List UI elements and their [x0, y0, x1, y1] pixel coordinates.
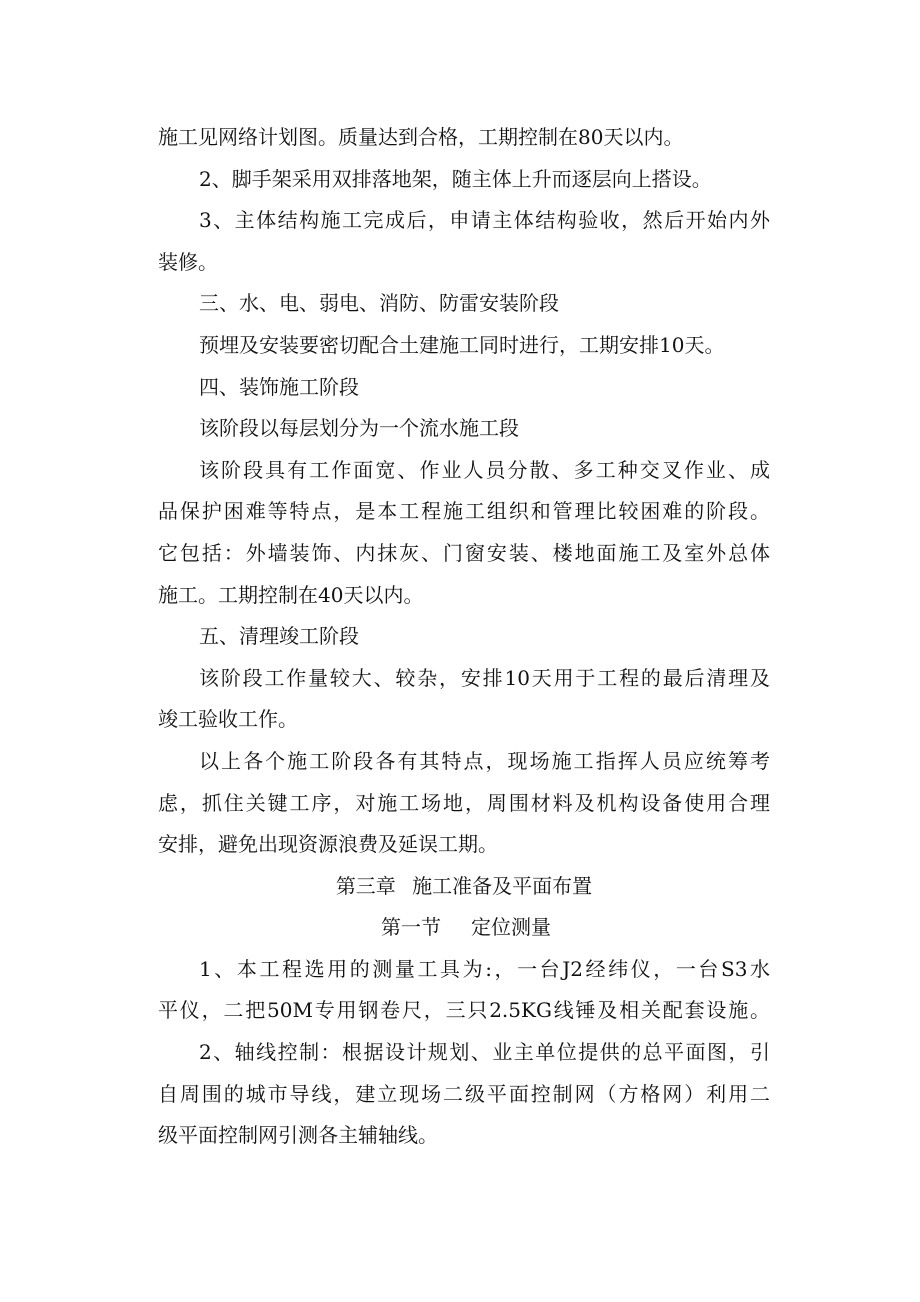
section-heading: 三、水、电、弱电、消防、防雷安装阶段	[199, 291, 559, 316]
paragraph-line: 该阶段具有工作面宽、作业人员分散、多工种交叉作业、成	[199, 457, 770, 482]
paragraph-line: 2、轴线控制：根据设计规划、业主单位提供的总平面图，引	[199, 1040, 770, 1065]
paragraph-line: 施工。工期控制在40天以内。	[158, 582, 424, 607]
paragraph-line: 自周围的城市导线，建立现场二级平面控制网（方格网）利用二	[158, 1081, 770, 1106]
paragraph-line: 该阶段工作量较大、较杂，安排10天用于工程的最后清理及	[199, 665, 770, 690]
document-body	[158, 117, 770, 1157]
paragraph-line: 1、本工程选用的测量工具为:，一台J2经纬仪，一台S3水	[199, 956, 770, 981]
paragraph-line: 它包括：外墙装饰、内抹灰、门窗安装、楼地面施工及室外总体	[158, 540, 770, 565]
paragraph-line: 平仪，二把50M专用钢卷尺，三只2.5KG线锤及相关配套设施。	[158, 998, 770, 1023]
paragraph-line: 装修。	[158, 249, 218, 274]
chapter-title: 第三章 施工准备及平面布置	[335, 873, 593, 898]
section-heading: 四、装饰施工阶段	[199, 374, 359, 399]
paragraph-line: 2、脚手架采用双排落地架，随主体上升而逐层向上搭设。	[199, 166, 712, 191]
paragraph-line: 级平面控制网引测各主辅轴线。	[158, 1123, 438, 1148]
paragraph-line: 虑，抓住关键工序，对施工场地，周围材料及机构设备使用合理	[158, 790, 770, 815]
paragraph-line: 施工见网络计划图。质量达到合格，工期控制在80天以内。	[158, 125, 684, 149]
section-title	[158, 907, 770, 949]
section-heading: 五、清理竣工阶段	[199, 624, 359, 649]
paragraph-line: 安排，避免出现资源浪费及延误工期。	[158, 832, 498, 857]
paragraph-line: 3、主体结构施工完成后，申请主体结构验收，然后开始内外	[199, 208, 770, 233]
section-name: 定位测量	[471, 915, 551, 940]
paragraph-line: 竣工验收工作。	[158, 707, 298, 732]
paragraph-line: 以上各个施工阶段各有其特点，现场施工指挥人员应统筹考	[199, 748, 770, 773]
section-number: 第一节	[381, 915, 441, 940]
paragraph-line: 品保护困难等特点，是本工程施工组织和管理比较困难的阶段。	[158, 499, 770, 524]
paragraph-line: 该阶段以每层划分为一个流水施工段	[199, 416, 519, 441]
paragraph-line: 预埋及安装要密切配合土建施工同时进行，工期安排10天。	[199, 332, 725, 357]
